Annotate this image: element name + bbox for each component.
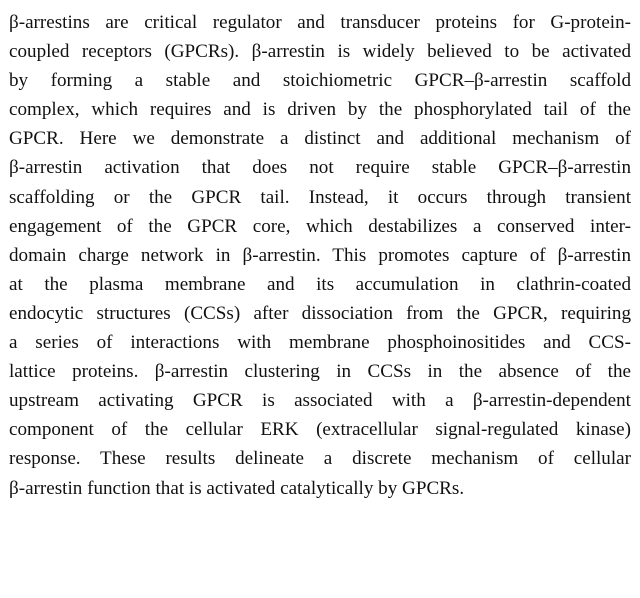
abstract-line: GPCR. Here we demonstrate a distinct and additional mechanism of	[9, 128, 631, 150]
abstract-line: engagement of the GPCR core, which destabilizes a conserved inter-	[9, 215, 631, 237]
abstract-line: scaffolding or the GPCR tail. Instead, it occurs through transient	[9, 186, 631, 208]
abstract-line: complex, which requires and is driven by the phosphorylated tail of the	[9, 99, 631, 121]
abstract-line: β-arrestin function that is activated catalytically by GPCRs.	[9, 477, 465, 499]
abstract-line: coupled receptors (GPCRs). β-arrestin is widely believed to be activated	[9, 41, 631, 63]
abstract-line: lattice proteins. β-arrestin clustering in CCSs in the absence of the	[9, 361, 631, 383]
abstract-line: by forming a stable and stoichiometric GPCR–β-arrestin scaffold	[9, 70, 631, 92]
abstract-line: a series of interactions with membrane phosphoinositides and CCS-	[9, 332, 631, 354]
abstract-paragraph	[9, 8, 631, 503]
abstract-line: upstream activating GPCR is associated with a β-arrestin-dependent	[9, 390, 631, 412]
abstract-line: component of the cellular ERK (extracellular signal-regulated kinase)	[9, 419, 631, 441]
abstract-line: domain charge network in β-arrestin. This promotes capture of β-arrestin	[9, 244, 631, 266]
abstract-line: β-arrestins are critical regulator and transducer proteins for G-protein-	[9, 12, 631, 33]
abstract-line: β-arrestin activation that does not require stable GPCR–β-arrestin	[9, 157, 631, 179]
abstract-line: response. These results delineate a discrete mechanism of cellular	[9, 448, 631, 470]
abstract-line: at the plasma membrane and its accumulation in clathrin-coated	[9, 273, 631, 295]
abstract-line: endocytic structures (CCSs) after dissociation from the GPCR, requiring	[9, 302, 631, 324]
